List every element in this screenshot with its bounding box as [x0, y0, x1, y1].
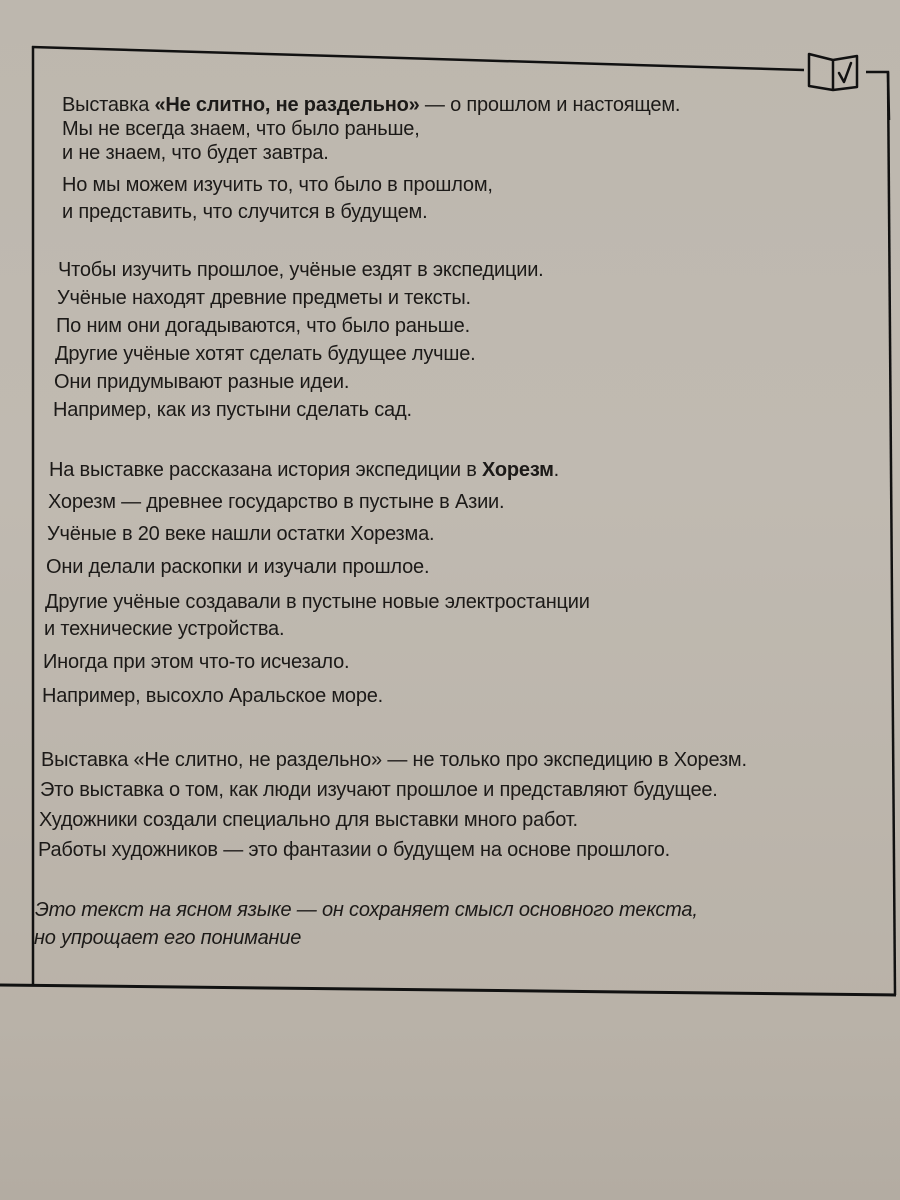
- sign-line: Например, высохло Аральское море.: [42, 685, 384, 707]
- sign-line: Выставка «Не слитно, не раздельно» — о прошлом и настоящем.: [62, 94, 681, 116]
- khorezm-highlight: Хорезм: [482, 459, 554, 481]
- sign-line: Чтобы изучить прошлое, учёные ездят в экспедиции.: [58, 259, 544, 281]
- sign-line: Учёные в 20 веке нашли остатки Хорезма.: [47, 523, 435, 545]
- sign-line: Хорезм — древнее государство в пустыне в Азии.: [48, 491, 505, 513]
- sign-line: Выставка «Не слитно, не раздельно» — не только про экспедицию в Хорезм.: [41, 749, 747, 771]
- sign-line: На выставке рассказана история экспедиции в Хорезм.: [49, 459, 560, 481]
- sign-line: и не знаем, что будет завтра.: [62, 142, 329, 164]
- sign-line: Работы художников — это фантазии о будущем на основе прошлого.: [38, 839, 671, 861]
- sign-line: Другие учёные хотят сделать будущее лучше.: [55, 343, 476, 365]
- exhibition-title: «Не слитно, не раздельно»: [154, 94, 420, 116]
- sign-line: Художники создали специально для выставки много работ.: [39, 809, 578, 831]
- sign-line: и представить, что случится в будущем.: [62, 201, 428, 223]
- sign-line: Это выставка о том, как люди изучают прошлое и представляют будущее.: [40, 779, 718, 801]
- sign-line: Иногда при этом что-то исчезало.: [43, 651, 350, 673]
- sign-line: и технические устройства.: [44, 618, 285, 640]
- footnote-line: но упрощает его понимание: [34, 927, 302, 949]
- sign-line: Например, как из пустыни сделать сад.: [53, 399, 412, 421]
- footnote-line: Это текст на ясном языке — он сохраняет смысл основного текста,: [35, 899, 698, 921]
- sign-line: Другие учёные создавали в пустыне новые электростанции: [45, 591, 590, 613]
- sign-line: Мы не всегда знаем, что было раньше,: [62, 118, 420, 140]
- sign-line: Они делали раскопки и изучали прошлое.: [46, 556, 430, 578]
- sign-line: Но мы можем изучить то, что было в прошлом,: [62, 174, 493, 196]
- sign-line: Учёные находят древние предметы и тексты.: [57, 287, 471, 309]
- sign-line: Они придумывают разные идеи.: [54, 371, 350, 393]
- sign-line: По ним они догадываются, что было раньше.: [56, 315, 470, 337]
